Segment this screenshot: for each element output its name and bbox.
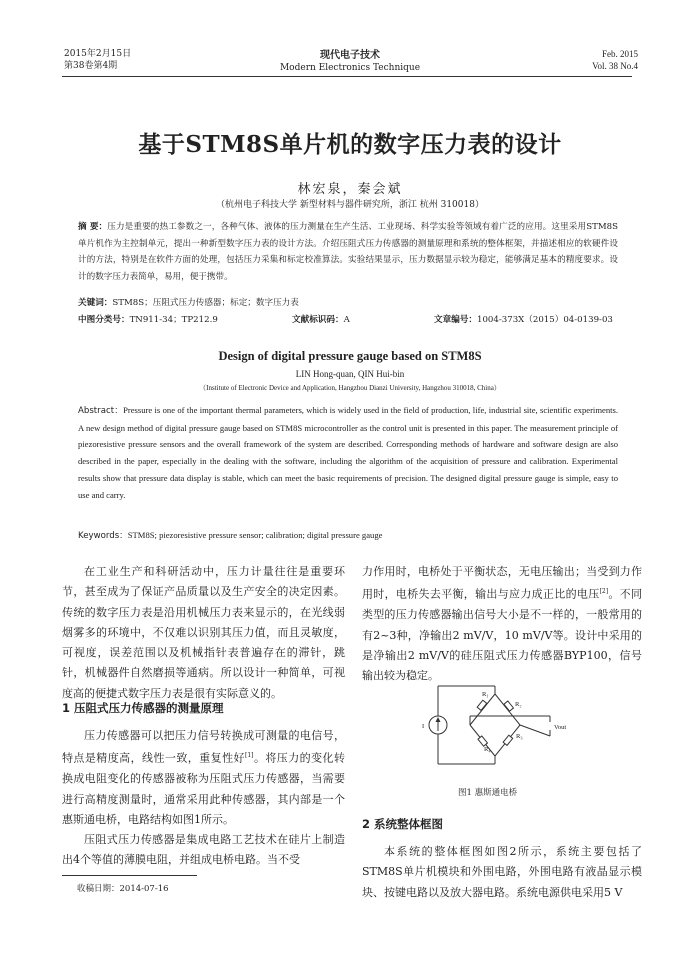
abstract-en-text: Pressure is one of the important thermal parameters, which is widely used in the field of production, life, industrial site, scientific experiments. A new design method of digital pressure gauge based on STM8S microcontroller as the control unit is presented in this paper. The measurement principle of piezoresistive pressure sensors and the overall framework of the system are described. Corresponding methods of hardware and software design are also described in the paper, especially in the dealing with the software, including the algorithm of the acquisition of pressure and calibration. Experimental results show that pressure data display is stable, which can meet the basic requirements of precision. The designed digital pressure gauge is simple, easy to use and carry. [78,405,618,500]
abstract-cn-label: 摘 要： [78,222,108,232]
journal-name-en: Modern Electronics Technique [279,63,421,73]
keywords-en-text: STM8S; piezoresistive pressure sensor; calibration; digital pressure gauge [127,530,383,540]
wheatstone-bridge-figure [420,676,590,780]
resistor-r3-icon [503,735,513,745]
article-number [434,313,613,325]
resistor-r1-icon [477,700,487,710]
clc-label: 中图分类号： [78,315,130,325]
right-column [362,562,642,686]
label-vout: Vout [554,724,567,731]
section-1-text-a: 压力传感器可以把压力信号转换成可测量的电信号，特点是精度高，线性一致，重复性好 [62,729,345,765]
section-1-title: 1 压阻式压力传感器的测量原理 [62,701,224,715]
resistor-r4-icon [478,736,488,746]
right-text-a: 力作用时，电桥处于平衡状态，无电压输出；当受到力作用时，电桥失去平衡，输出与应力成正比的电压 [362,565,642,601]
left-column [62,562,345,704]
section-2-paragraph-1: 本系统的整体框图如图2所示，系统主要包括了STM8S单片机模块和外围电路，外围电路有液晶显示模块、按键电路以及放大器电路。系统电源供电采用5 V [362,845,642,899]
clc-number [78,313,218,325]
label-r3: R₃ [516,733,523,740]
received-date: 收稿日期：2014-07-16 [77,884,169,894]
keywords-cn [78,296,299,308]
abstract-cn-text: 压力是重要的热工参数之一，各种气体、液体的压力测量在生产生活、工业现场、科学实验等领域有着广泛的应用。这里采用STM8S单片机作为主控制单元，提出一种新型数字压力表的设计方法。介绍压阻式压力传感器的测量原理和系统的整体框架，并描述相应的软硬件设计的方法，特别是在软件方面的处理，包括压力采集和标定校准算法。实验结果显示，压力数据显示较为稳定，能够满足基本的精度要求。设计的数字压力表简单，易用，便于携带。 [78,222,618,282]
label-r4: R₄ [484,746,491,753]
keywords-cn-text: STM8S；压阻式压力传感器；标定；数字压力表 [112,298,299,308]
clc-value: TN911-34；TP212.9 [129,315,218,325]
figure-1-caption: 图1 惠斯通电桥 [458,788,518,798]
citation-ref: [1] [245,752,254,760]
section-1-body [62,726,345,871]
keywords-en [78,529,618,541]
right-paragraph-1 [362,562,642,686]
citation-ref-2: [2] [599,588,609,596]
article-number-value: 1004-373X（2015）04-0139-03 [476,315,613,325]
header-issue [592,48,638,72]
english-affiliation: （Institute of Electronic Device and Application, Hangzhou Dianzi University, Hangzhou 310018, China） [199,384,501,392]
label-r1: R₁ [482,691,489,698]
section-1-text-b: 。将压力的变化转换成电阻变化的传感器被称为压阻式压力传感器，当需要进行高精度测量时，通常采用此种传感器，其内部是一个惠斯通电桥，电路结构如图1所示。 [62,751,345,826]
keywords-cn-label: 关键词： [78,298,113,308]
header-issue-volume: Vol. 38 No.4 [592,61,638,71]
abstract-cn [78,219,618,285]
document-code-value: A [343,315,350,325]
article-number-label: 文章编号： [434,315,477,325]
right-text-b: 。不同类型的压力传感器输出信号大小是不一样的，一般常用的有2~3种，净输出2 mV/V，10 mV/V等。设计中采用的是净输出2 mV/V的硅压阻式压力传感器BYP100，信号输出较为稳定。 [362,587,642,683]
document-code-label: 文献标识码： [292,315,344,325]
paper-affiliation: （杭州电子科技大学 新型材料与器件研究所，浙江 杭州 310018） [216,200,484,210]
paper-authors: 林宏泉，秦会斌 [297,182,403,197]
journal-name-cn: 现代电子技术 [320,50,380,61]
section-1-paragraph-2: 压阻式压力传感器是集成电路工艺技术在硅片上制造出4个等值的薄膜电阻，并组成电桥电路。当不受 [62,833,345,867]
header-date-line: 2015年2月15日 [64,49,132,59]
header-issue-date: Feb. 2015 [602,49,638,59]
label-current: I [422,723,425,730]
section-2-body [362,842,642,903]
section-1-paragraph-1 [62,726,345,830]
english-authors: LIN Hong-quan, QIN Hui-bin [295,369,405,379]
intro-paragraph: 在工业生产和科研活动中，压力计量往往是重要环节，甚至成为了保证产品质量以及生产安全的决定因素。传统的数字压力表是沿用机械压力表来显示的，在光线弱烟雾多的环境中，不仅难以识别其压力值，而且灵敏度，可视度，误差范围以及机械指针表普遍存在的滞针，跳针，机械器件自然磨损等通病。所以设计一种简单，可视度高的便捷式数字压力表是很有实际意义的。 [62,565,345,700]
resistor-r2-icon [504,701,514,711]
paper-title: 基于STM8S单片机的数字压力表的设计 [138,131,562,158]
label-r2: R₂ [515,701,522,708]
abstract-en [78,402,618,503]
footnote-rule [62,875,197,876]
section-2-title: 2 系统整体框图 [362,817,444,831]
keywords-en-label: Keywords： [78,531,128,541]
abstract-en-label: Abstract： [78,406,124,416]
document-code [292,313,350,325]
header-rule [62,76,632,77]
header-volume-line: 第38卷第4期 [64,61,118,71]
english-title: Design of digital pressure gauge based on STM8S [218,349,482,363]
